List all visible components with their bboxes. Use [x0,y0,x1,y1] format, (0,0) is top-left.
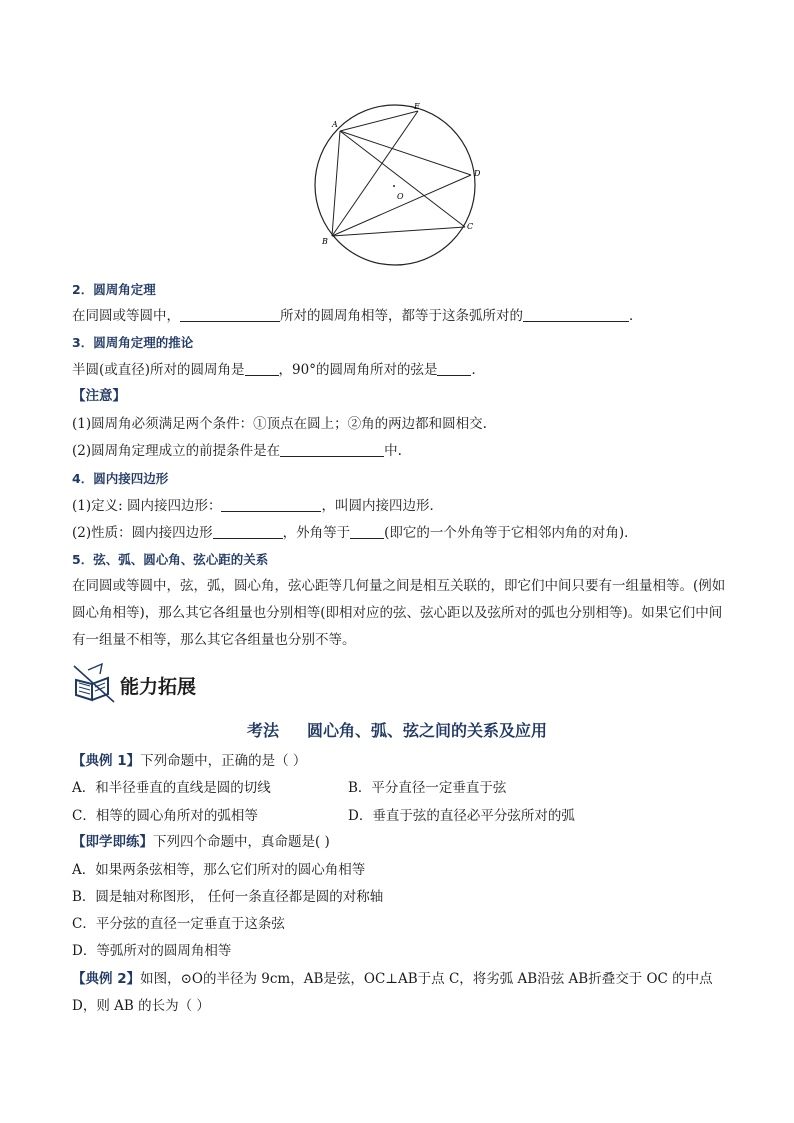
example-1-option-a[interactable]: A．和半径垂直的直线是圆的切线 [72,780,271,796]
label-e: E [414,102,420,111]
heading-cyclic-quadrilateral: 4．圆内接四边形 [72,471,169,486]
heading-inscribed-angle-theorem: 2．圆周角定理 [72,282,156,297]
s3-blank-2[interactable] [437,361,471,376]
s3-blank-1[interactable] [245,361,279,376]
practice-label: 【即学即练】 [72,834,153,850]
s4-blank-1[interactable] [221,497,321,512]
center-point [393,185,395,187]
s4-blank-3[interactable] [350,524,384,539]
example-1-option-c[interactable]: C．相等的圆心角所对的弧相等 [72,808,258,824]
segment-ab [332,131,340,236]
method-label: 考法 [246,721,279,740]
s4-line2-b: ，外角等于 [282,525,351,541]
example-1-option-b[interactable]: B．平分直径一定垂直于弦 [348,780,507,796]
s4-blank-2[interactable] [213,524,283,539]
practice-option-d[interactable]: D．等弧所对的圆周角相等 [72,943,232,959]
example-2-line-1 [72,969,713,989]
open-book-icon [70,660,118,706]
s2-statement [72,306,643,326]
heading-chord-arc-relation: 5．弦、弧、圆心角、弦心距的关系 [72,552,269,567]
example-1-label: 【典例 1】 [72,753,141,769]
label-b: B [322,237,328,246]
segment-bc [332,227,465,236]
practice-option-b[interactable]: B．圆是轴对称图形， 任何一条直径都是圆的对称轴 [72,889,384,905]
s4-property [72,523,638,543]
note-line-2-b: 中. [384,443,402,459]
note-line-1: (1)圆周角必须满足两个条件：①顶点在圆上；②角的两边都和圆相交. [72,416,487,432]
example-1-option-d[interactable]: D．垂直于弦的直径必平分弦所对的弧 [348,808,575,824]
s3-text-a: 半圆(或直径)所对的圆周角是 [72,362,245,378]
s2-blank-1[interactable] [180,307,280,322]
s4-line2-a: (2)性质：圆内接四边形 [72,525,213,541]
s4-line1-b: ，叫圆内接四边形． [321,498,443,514]
note-line-2 [72,441,402,461]
label-d: D [474,169,481,178]
practice-option-c[interactable]: C．平分弦的直径一定垂直于这条弦 [72,916,285,932]
label-o: O [397,192,404,201]
method-heading [0,718,794,741]
s2-text-a: 在同圆或等圆中， [72,308,180,324]
segment-ad [340,131,471,175]
s4-line1-a: (1)定义: 圆内接四边形： [72,498,222,514]
example-1-text: 下列命题中，正确的是（ ） [140,753,307,769]
method-title: 圆心角、弧、弦之间的关系及应用 [307,721,548,740]
label-c: C [467,222,474,231]
s3-statement [72,360,485,380]
practice-text: 下列四个命题中，真命题是( ) [153,834,330,850]
practice-question [72,832,330,852]
example-2-text-1: 如图，⊙O的半径为 9cm，AB是弦，OC⊥AB于点 C，将劣弧 AB沿弦 AB折叠交于 OC 的中点 [140,971,713,987]
practice-option-a[interactable]: A．如果两条弦相等，那么它们所对的圆心角相等 [72,862,366,878]
example-2-label: 【典例 2】 [72,971,141,987]
s3-text-b: ，90°的圆周角所对的弦是 [278,362,438,378]
section-title: 能力拓展 [120,676,197,698]
circle-o [315,105,475,265]
s2-text-b: 所对的圆周角相等，都等于这条弧所对的 [280,308,523,324]
label-a: A [332,120,338,129]
s2-blank-2[interactable] [523,307,629,322]
note-label: 【注意】 [72,388,126,404]
segment-ac [340,131,465,227]
note-line-2-a: (2)圆周角定理成立的前提条件是在 [72,443,281,459]
s4-definition [72,496,443,516]
note-blank[interactable] [280,442,384,457]
s3-text-c: ． [471,362,485,378]
example-2-line-2: D，则 AB 的长为（ ） [72,998,210,1014]
circle-figure [300,96,500,276]
s2-text-c: ． [629,308,643,324]
heading-corollary: 3．圆周角定理的推论 [72,335,194,350]
example-1-question [72,751,306,771]
s4-line2-c: (即它的一个外角等于它相邻内角的对角)． [384,525,638,541]
s5-paragraph: 在同圆或等圆中，弦，弧，圆心角，弦心距等几何量之间是相互关联的，即它们中间只要有一组量相等。(例如圆心角相等)，那么其它各组量也分别相等(即相对应的弦、弦心距以及弦所对的弧也分别相等)。如果它们中间有一组量不相等，那么其它各组量也分别不等。 [72,578,726,648]
